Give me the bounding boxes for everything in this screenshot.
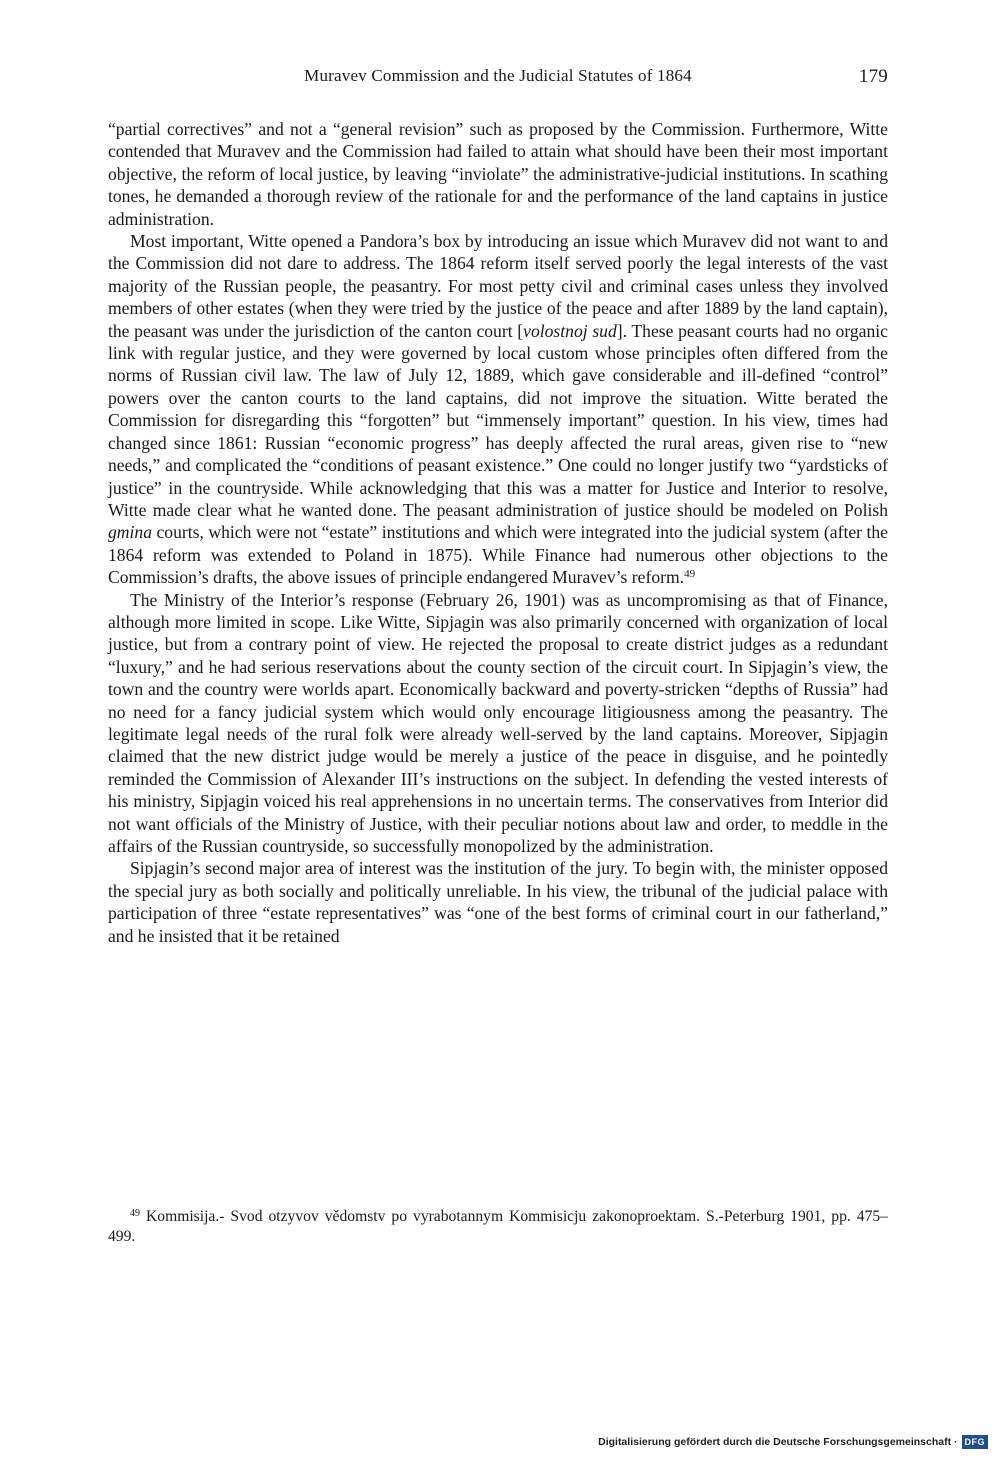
paragraph-2-part-c: courts, which were not “estate” institutions and which were integrated into the judicial system (after the 1864 reform was extended to Poland in 1875). While Finance had numerous other objections to the Commission’s drafts, the above issues of principle endangered Muravev’s reform.	[108, 522, 888, 588]
credit-text: Digitalisierung gefördert durch die Deutsche Forschungsgemeinschaft ·	[598, 1436, 958, 1448]
body-text	[108, 118, 888, 947]
paragraph-2	[108, 230, 888, 589]
paragraph-4: Sipjagin’s second major area of interest was the institution of the jury. To begin with, the minister opposed the special jury as both socially and politically unreliable. In his view, the tribunal of the judicial palace with participation of three “estate representatives” was “one of the best forms of criminal court in our fatherland,” and he insisted that it be retained	[108, 858, 888, 946]
footnote-49	[108, 1207, 888, 1247]
page-number: 179	[858, 66, 888, 87]
paragraph-2-part-a: Most important, Witte opened a Pandora’s box by introducing an issue which Muravev did not want to and the Commission did not dare to address. The 1864 reform itself served poorly the legal interests of the vast majority of the Russian people, the peasantry. For most petty civil and criminal cases unless they involved members of other estates (when they were tried by the justice of the peace and after 1889 by the land captain), the peasant was under the jurisdiction of the canton court [	[108, 231, 888, 341]
digitization-credit	[598, 1434, 988, 1450]
footnote-text: Kommisija.- Svod otzyvov vědomstv po vyrabotannym Kommisicju zakonoproektam. S.-Peterburg 1901, pp. 475–499.	[108, 1208, 888, 1245]
paragraph-1: “partial correctives” and not a “general revision” such as proposed by the Commission. Furthermore, Witte contended that Muravev and the Commission had failed to attain what should have been their most important objective, the reform of local justice, by leaving “inviolate” the administrative-judicial institutions. In scathing tones, he demanded a thorough review of the rationale for and the performance of the land captains in justice administration.	[108, 119, 888, 229]
footnote-number: 49	[130, 1208, 140, 1219]
page-header	[108, 66, 888, 96]
footnote-ref-49: 49	[684, 568, 696, 581]
footnotes	[108, 1207, 888, 1247]
dfg-logo: DFG	[962, 1435, 989, 1449]
paragraph-2-part-b: ]. These peasant courts had no organic link with regular justice, and they were governed by local custom whose principles often differed from the norms of Russian civil law. The law of July 12, 1889, which gave considerable and ill-defined “control” powers over the canton courts to the land captains, did not improve the situation. Witte berated the Commission for disregarding this “forgotten” but “immensely important” question. In his view, times had changed since 1861: Russian “economic progress” has deeply affected the rural areas, given rise to “new needs,” and complicated the “conditions of peasant existence.” One could no longer justify two “yardsticks of justice” in the countryside. While acknowledging that this was a matter for Justice and Interior to resolve, Witte made clear what he wanted done. The peasant administration of justice should be modeled on Polish	[108, 320, 888, 520]
running-head: Muravev Commission and the Judicial Statutes of 1864	[304, 66, 692, 85]
term-volostnoj-sud: volostnoj sud	[523, 320, 617, 341]
term-gmina: gmina	[108, 522, 152, 543]
paragraph-3: The Ministry of the Interior’s response (February 26, 1901) was as uncompromising as that of Finance, although more limited in scope. Like Witte, Sipjagin was also primarily concerned with organization of local justice, but from a contrary point of view. He rejected the proposal to create district judges as a redundant “luxury,” and he had serious reservations about the county section of the circuit court. In Sipjagin’s view, the town and the country were worlds apart. Economically backward and poverty-stricken “depths of Russia” had no need for a fancy judicial system which would only encourage litigiousness among the peasantry. The legitimate legal needs of the rural folk were already well-served by the land captains. Moreover, Sipjagin claimed that the new district judge would be merely a justice of the peace in disguise, and he pointedly reminded the Commission of Alexander III’s instructions on the subject. In defending the vested interests of his ministry, Sipjagin voiced his real apprehensions in no uncertain terms. The conservatives from Interior did not want officials of the Ministry of Justice, with their peculiar notions about law and order, to meddle in the affairs of the Russian countryside, so successfully monopolized by the administration.	[108, 589, 888, 856]
